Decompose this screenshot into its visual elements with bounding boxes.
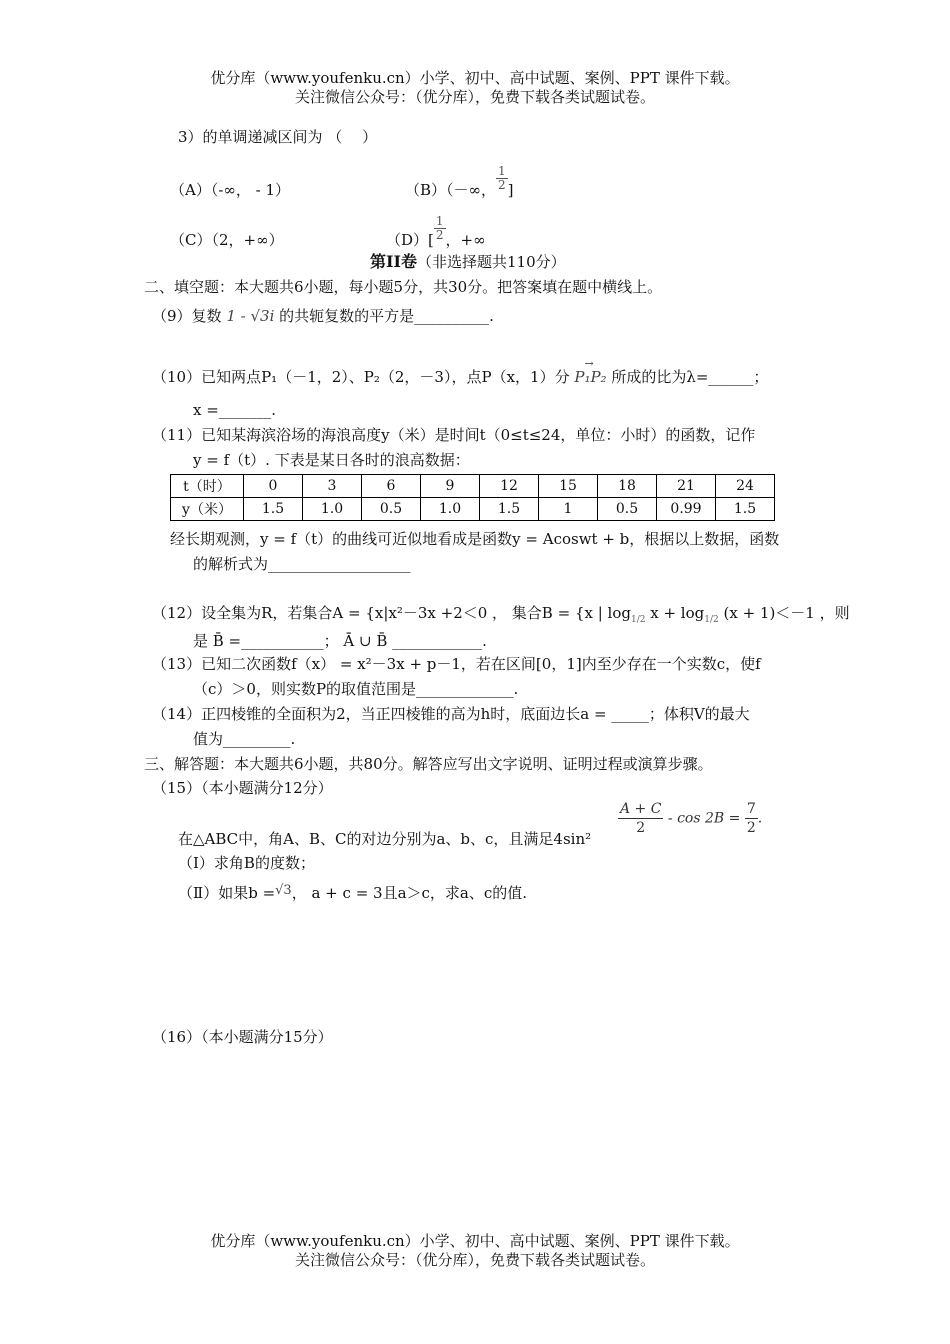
q15-rhs-den: 2	[746, 820, 756, 836]
footer-line-1: 优分库（www.youfenku.cn）小学、初中、高中试题、案例、PPT 课件下载。	[210, 1232, 740, 1250]
footer-line-2: 关注微信公众号：（优分库），免费下载各类试题试卷。	[294, 1251, 655, 1269]
q8-option-d	[386, 213, 486, 250]
q10-vector-label: P₁P₂	[574, 368, 607, 386]
q15-formula	[618, 800, 762, 837]
q11-line-2: y = f（t）. 下表是某日各时的浪高数据：	[193, 451, 470, 469]
table-row-y	[171, 498, 775, 521]
q8-option-b-close: ]	[507, 181, 514, 199]
q12-log-base-1: 1/2	[630, 615, 646, 625]
table-cell: 6	[362, 475, 421, 498]
q8-option-d-frac-den: 2	[435, 227, 444, 242]
q8-option-b-frac-den: 2	[498, 177, 506, 192]
q12-text-a: （12）设全集为R，若集合A = {x|x²－3x +2＜0 ， 集合B = {x | log	[152, 604, 631, 622]
q15-frac-num: A + C	[620, 801, 662, 817]
table-cell: 15	[539, 475, 598, 498]
table-cell: 3	[303, 475, 362, 498]
q9	[152, 306, 494, 326]
table-cell: 1.0	[303, 498, 362, 521]
table-cell: 0.5	[598, 498, 657, 521]
q15-part-2	[178, 881, 527, 903]
q15-part-2-text-b: ， a + c = 3且a＞c，求a、c的值.	[291, 884, 528, 902]
q8-option-d-fraction	[434, 215, 446, 242]
q11-line-3: 经长期观测，y = f（t）的曲线可近似地看成是函数y = Acoswt + b，根据以上数据，函数	[170, 530, 780, 548]
table-header-y: y（米）	[171, 498, 244, 521]
q8-option-a-text: （-∞， - 1）	[210, 181, 291, 199]
q8-option-a-label: （A）	[170, 181, 211, 199]
table-cell: 24	[716, 475, 775, 498]
q15-rhs-num: 7	[746, 801, 756, 817]
table-row-t	[171, 475, 775, 498]
table-cell: 0	[244, 475, 303, 498]
q11-line-4: 的解析式为___________________	[193, 555, 411, 573]
q9-label: （9）复数	[152, 307, 222, 325]
q8-stem-tail: 3）的单调递减区间为 （ ）	[178, 128, 378, 146]
q13-line-2: （c）＞0，则实数P的取值范围是_____________.	[193, 680, 519, 698]
q15-formula-mid: - cos 2B =	[667, 810, 741, 827]
section2-heading: 二、填空题：本大题共6小题，每小题5分，共30分。把答案填在题中横线上。	[144, 278, 663, 296]
q8-option-c	[170, 230, 284, 250]
q12-text-c: (x + 1)＜－1 ，则	[723, 604, 850, 622]
table-cell: 0.5	[362, 498, 421, 521]
q15-label: （15）（本小题满分12分）	[152, 779, 333, 797]
part2-title	[370, 252, 566, 272]
q15-part-2-sqrt: √3	[275, 883, 292, 898]
q11-line-1: （11）已知某海滨浴场的海浪高度y（米）是时间t（0≤t≤24，单位：小时）的函数，记作	[152, 426, 756, 444]
table-cell: 18	[598, 475, 657, 498]
q8-option-b-label: （B）	[405, 181, 447, 199]
q15-formula-end: .	[757, 810, 763, 827]
table-cell: 9	[421, 475, 480, 498]
table-cell: 1.5	[716, 498, 775, 521]
q15-part-1: （Ⅰ）求角B的度数；	[178, 854, 315, 872]
q9-expression: 1 - √3i	[226, 307, 275, 325]
q14-line-2: 值为_________.	[193, 730, 296, 748]
q8-option-b	[405, 163, 514, 200]
q15-frac-den: 2	[636, 820, 646, 836]
q16-label: （16）（本小题满分15分）	[152, 1028, 333, 1046]
q9-text: 的共轭复数的平方是__________.	[279, 307, 494, 325]
q8-option-d-close: ，+∞	[445, 231, 486, 249]
q12-line-1	[152, 603, 850, 630]
q8-option-c-label: （C）	[170, 231, 212, 249]
q10-line-2: x =_______.	[193, 401, 277, 419]
header-line-1: 优分库（www.youfenku.cn）小学、初中、高中试题、案例、PPT 课件下载。	[210, 69, 740, 87]
wave-height-table	[170, 474, 775, 521]
q12-text-b: x + log	[650, 604, 705, 622]
q8-option-b-frac-num: 1	[498, 163, 506, 178]
q10-text-b: 所成的比为λ=______；	[611, 368, 769, 386]
part2-title-note: （非选择题共110分）	[416, 253, 566, 271]
table-cell: 1.5	[244, 498, 303, 521]
q10-line-1	[152, 357, 769, 387]
q12-log-base-2: 1/2	[704, 615, 719, 625]
table-cell: 1.0	[421, 498, 480, 521]
q8-option-c-text: （2，+∞）	[211, 231, 284, 249]
q15-formula-fraction	[618, 800, 663, 837]
q13-line-1: （13）已知二次函数f（x） = x²－3x + p－1，若在区间[0，1]内至少存在一个实数c，使f	[152, 655, 761, 673]
q8-option-b-fraction	[496, 165, 508, 192]
section3-heading: 三、解答题：本大题共6小题，共80分。解答应写出文字说明、证明过程或演算步骤。	[144, 755, 713, 773]
table-cell: 1.5	[480, 498, 539, 521]
q15-part-2-text-a: （Ⅱ）如果b =	[178, 884, 276, 902]
table-cell: 1	[539, 498, 598, 521]
q10-vector	[574, 357, 607, 386]
table-header-t: t（时）	[171, 475, 244, 498]
q8-option-b-text: （－∞，	[446, 181, 497, 199]
q15-stem: 在△ABC中，角A、B、C的对边分别为a、b、c，且满足4sin²	[178, 830, 592, 848]
q8-option-d-frac-num: 1	[435, 213, 444, 228]
table-cell: 0.99	[657, 498, 716, 521]
q8-option-a	[170, 180, 290, 200]
q14-line-1: （14）正四棱锥的全面积为2，当正四棱锥的高为h时，底面边长a = _____；体积V的最大	[152, 705, 750, 723]
q15-rhs-fraction	[745, 800, 758, 837]
header-line-2: 关注微信公众号：（优分库），免费下载各类试题试卷。	[294, 88, 655, 106]
vector-arrow-icon: →	[584, 357, 594, 370]
part2-title-main: 第II卷	[370, 252, 417, 271]
q12-line-2: 是 B̄ =___________； Ā ∪ B̄ ____________.	[193, 632, 487, 650]
q8-option-d-label: （D）[	[386, 231, 434, 249]
table-cell: 12	[480, 475, 539, 498]
table-cell: 21	[657, 475, 716, 498]
q10-text-a: （10）已知两点P₁（－1，2）、P₂（2，－3），点P（x，1）分	[152, 368, 570, 386]
